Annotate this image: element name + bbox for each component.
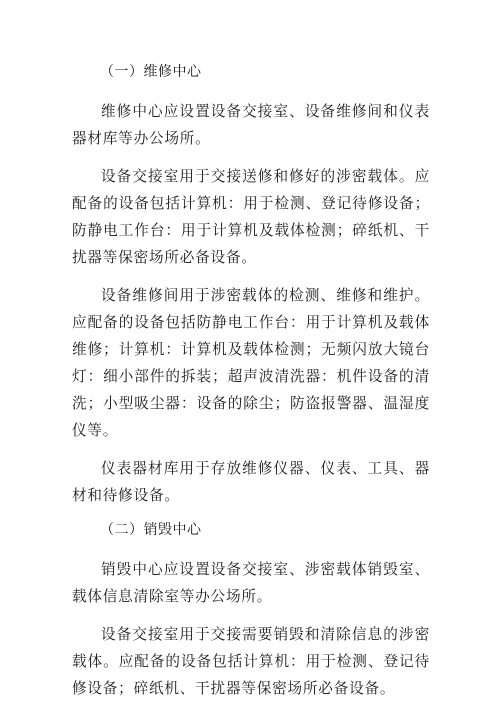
paragraph-equipment-storage: 仪表器材库用于存放维修仪器、仪表、工具、器材和待修设备。: [72, 460, 430, 504]
paragraph-repair-room: 设备维修间用于涉密载体的检测、维修和维护。应配备的设备包括防静电工作台：用于计算机及载体维修；计算机：计算机及载体检测；无频闪放大镜台灯：细小部件的拆装；超声波清洗器：机件设备的清洗；小型吸尘器：设备的除尘；防盗报警器、温湿度仪等。: [72, 287, 430, 439]
paragraph-destruction-handover-room: 设备交接室用于交接需要销毁和清除信息的涉密载体。应配备的设备包括计算机：用于检测、登记待修设备；碎纸机、干扰器等保密场所必备设备。: [72, 626, 430, 697]
section-heading-maintenance: （一）维修中心: [100, 64, 202, 80]
section-heading-destruction: （二）销毁中心: [100, 522, 202, 538]
paragraph-maintenance-intro: 维修中心应设置设备交接室、设备维修间和仪表器材库等办公场所。: [72, 103, 430, 147]
paragraph-handover-room: 设备交接室用于交接送修和修好的涉密载体。应配备的设备包括计算机：用于检测、登记待修设备；防静电工作台：用于计算机及载体检测；碎纸机、干扰器等保密场所必备设备。: [72, 168, 430, 266]
paragraph-destruction-intro: 销毁中心应设置设备交接室、涉密载体销毁室、载体信息清除室等办公场所。: [72, 561, 430, 605]
